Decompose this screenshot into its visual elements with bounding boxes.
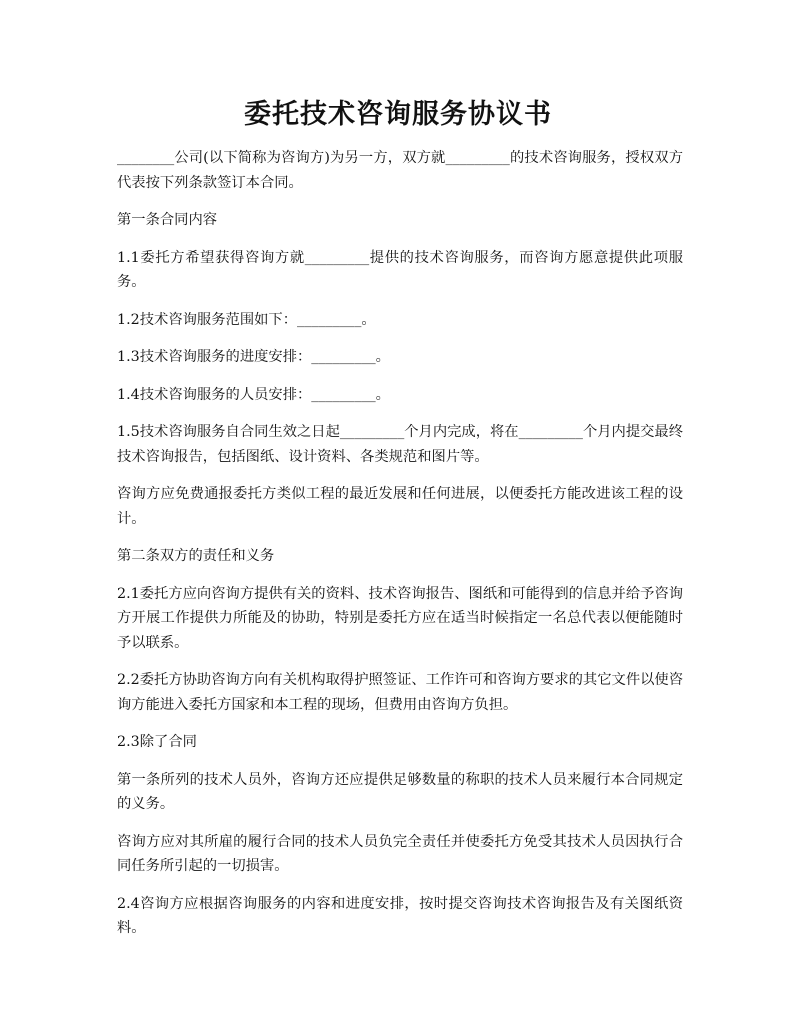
- clause-2-3-text: 第一条所列的技术人员外，咨询方还应提供足够数量的称职的技术人员来履行本合同规定的义务。: [117, 771, 683, 812]
- clause-1-5: 1.5技术咨询服务自合同生效之日起_________个月内完成，将在_________个月内提交最终技术咨询报告，包括图纸、设计资料、各类规范和图片等。: [117, 424, 684, 465]
- intro-paragraph: ________公司(以下简称为咨询方)为另一方，双方就_________的技术咨询服务，授权双方代表按下列条款签订本合同。: [117, 150, 683, 191]
- clause-1-5-note: 咨询方应免费通报委托方类似工程的最近发展和任何进展，以便委托方能改进该工程的设计。: [117, 486, 683, 527]
- clause-1-1: 1.1委托方希望获得咨询方就_________提供的技术咨询服务，而咨询方愿意提供此项服务。: [117, 249, 683, 290]
- clause-2-4: 2.4咨询方应根据咨询服务的内容和进度安排，按时提交咨询技术咨询报告及有关图纸资料。: [117, 895, 683, 936]
- clause-1-2: 1.2技术咨询服务范围如下：_________。: [117, 311, 376, 328]
- clause-2-3: 2.3除了合同: [117, 734, 197, 750]
- clause-2-1: 2.1委托方应向咨询方提供有关的资料、技术咨询报告、图纸和可能得到的信息并给予咨询方开展工作提供力所能及的协助，特别是委托方应在适当时候指定一名总代表以便能随时予以联系。: [117, 585, 684, 651]
- article-1-heading: 第一条合同内容: [117, 212, 218, 228]
- document-body: [117, 146, 683, 954]
- clause-2-3-liability: 咨询方应对其所雇的履行合同的技术人员负完全责任并使委托方免受其技术人员因执行合同任务所引起的一切损害。: [117, 833, 683, 874]
- clause-1-4: 1.4技术咨询服务的人员安排：_________。: [117, 386, 390, 403]
- clause-2-2: 2.2委托方协助咨询方向有关机构取得护照签证、工作许可和咨询方要求的其它文件以使咨询方能进入委托方国家和本工程的现场，但费用由咨询方负担。: [117, 672, 684, 713]
- clause-1-3: 1.3技术咨询服务的进度安排：_________。: [117, 349, 390, 365]
- article-2-heading: 第二条双方的责任和义务: [117, 548, 275, 564]
- document-title: 委托技术咨询服务协议书: [244, 99, 552, 130]
